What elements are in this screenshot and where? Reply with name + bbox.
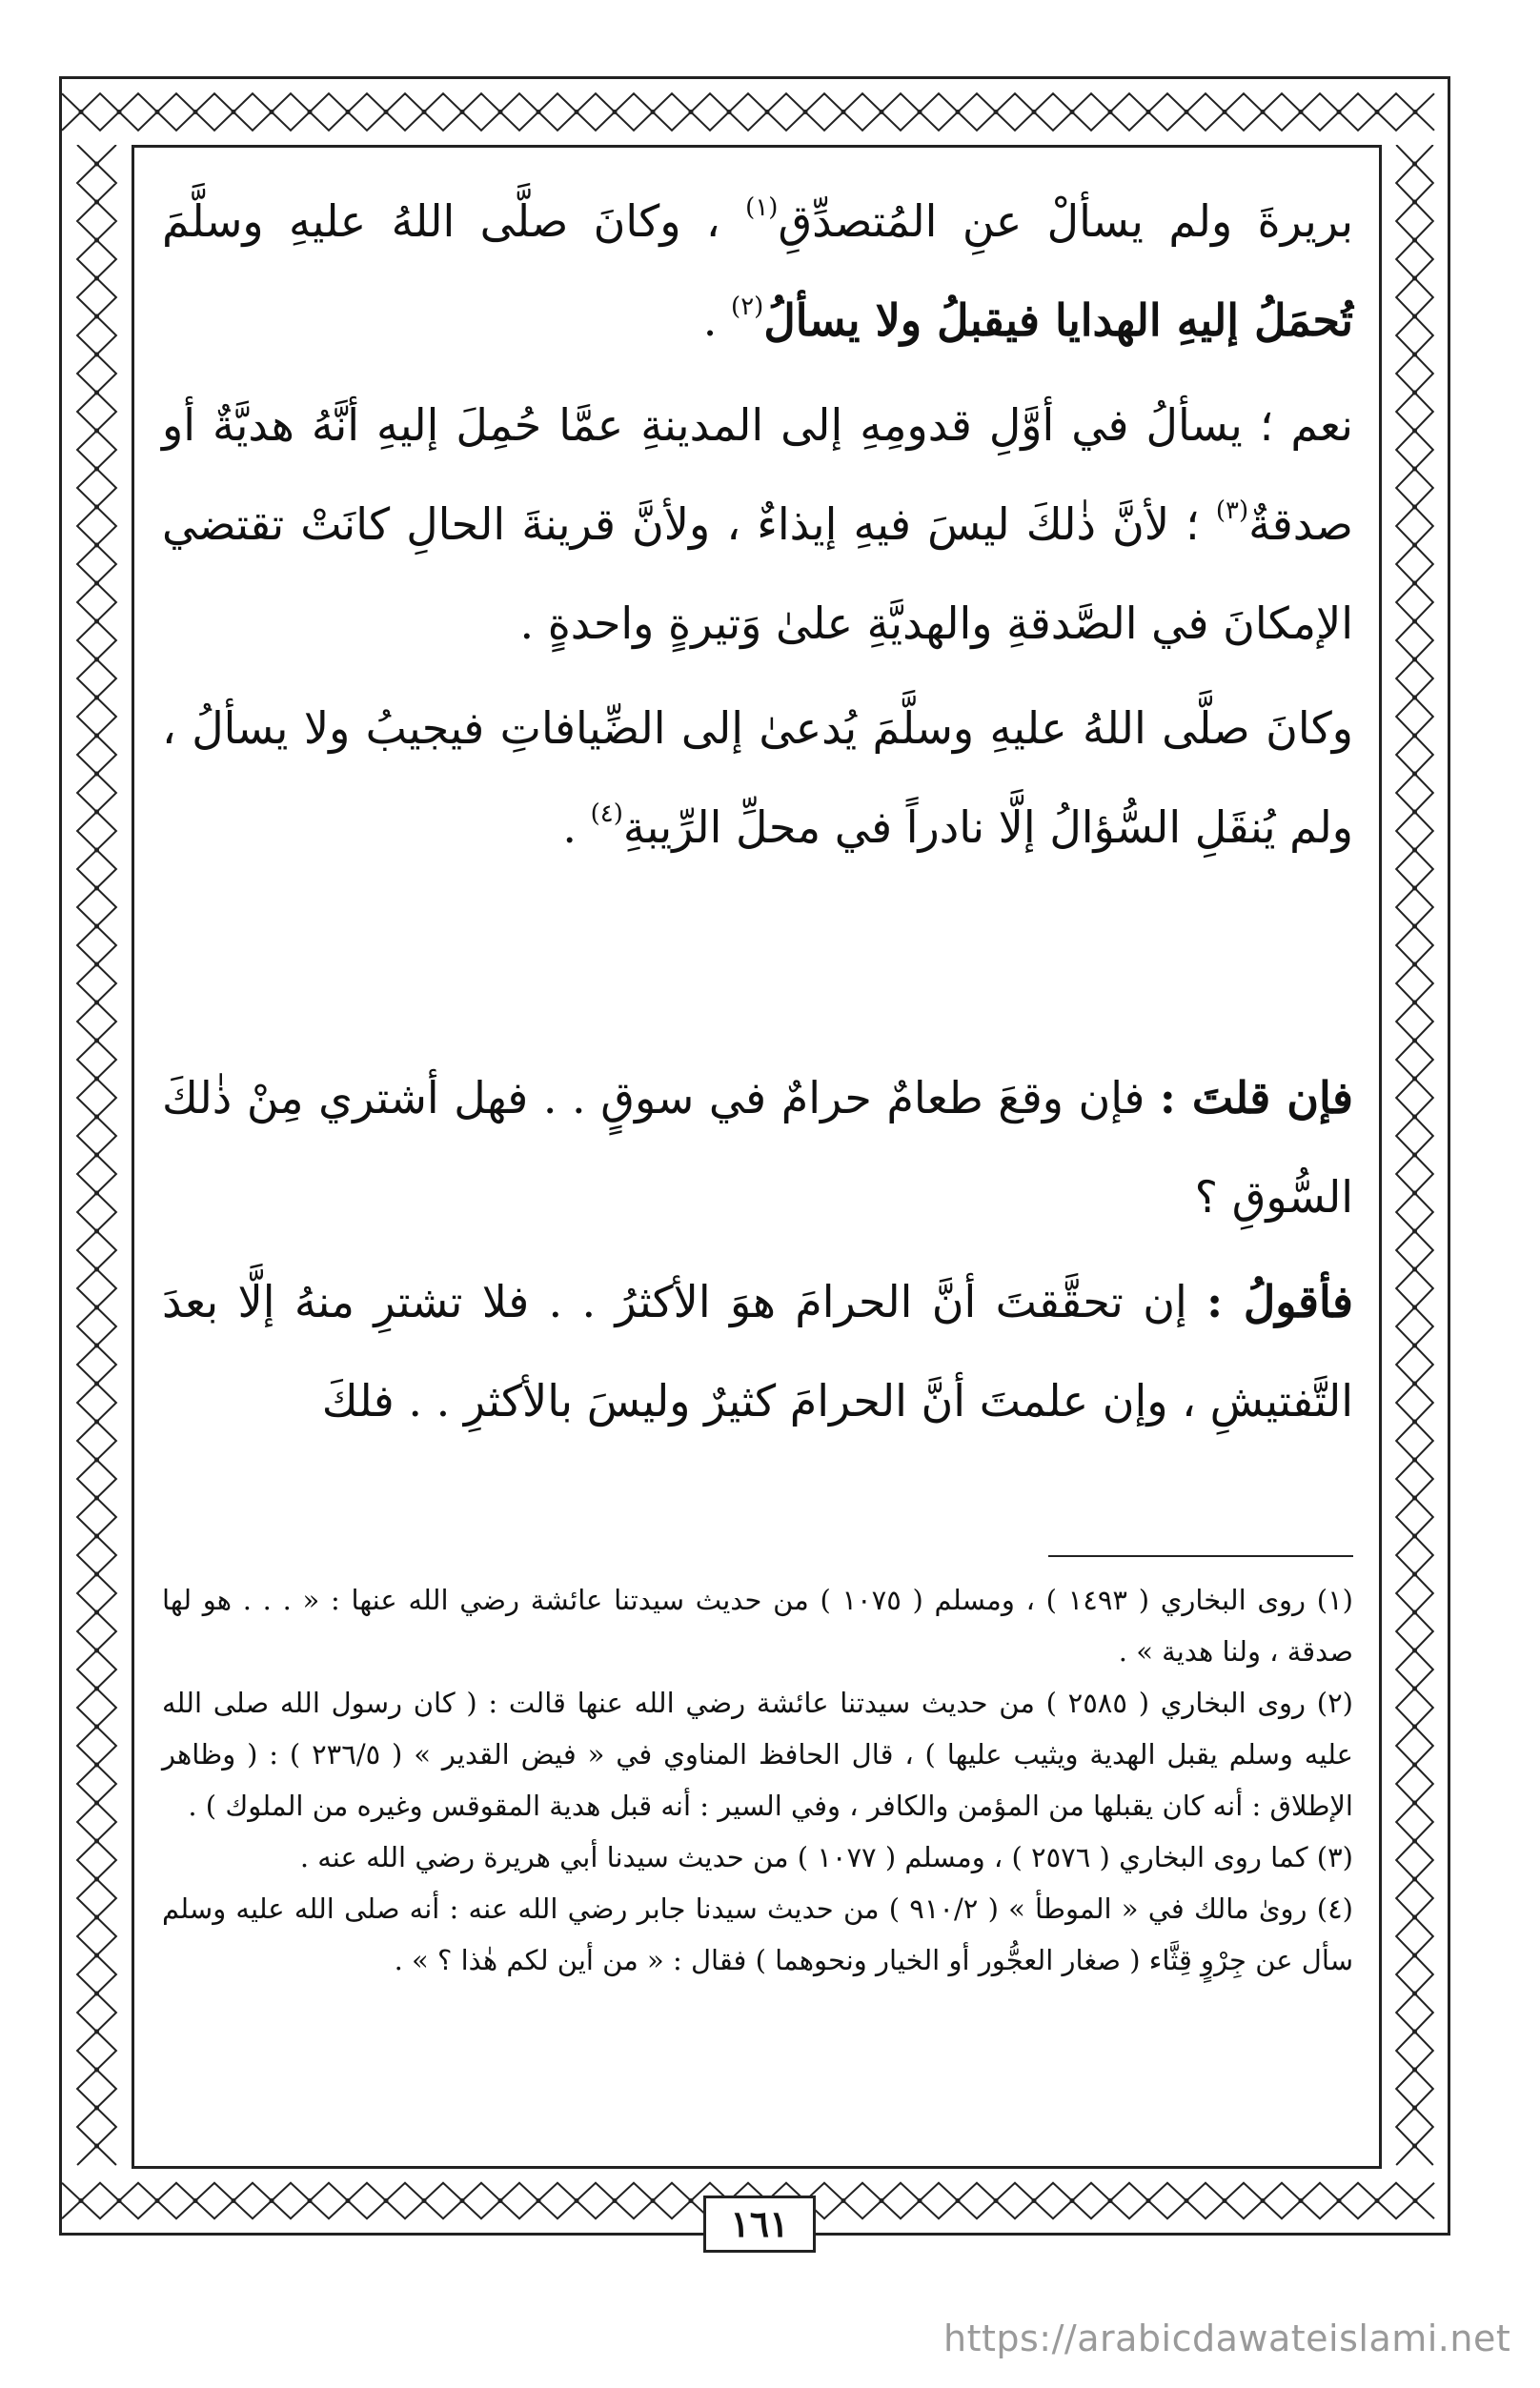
p2-text-a: نعم ؛ يسألُ في أوَّلِ قدومِهِ إلى المدينةِ عمَّا حُمِلَ إليهِ أنَّهُ هديَّةٌ أو صدقةٌ bbox=[162, 399, 1353, 550]
footnote-separator bbox=[1048, 1555, 1353, 1557]
footnote-ref-2: (٢) bbox=[731, 293, 764, 321]
paragraph-1 bbox=[162, 172, 1353, 370]
page-number: ١٦١ bbox=[703, 2196, 816, 2253]
p1-line1-a: بريرةَ ولم يسألْ عنِ المُتصدِّقِ bbox=[778, 195, 1354, 247]
main-text bbox=[162, 172, 1353, 1450]
paragraph-answer bbox=[162, 1252, 1353, 1450]
question-text: فإن وقعَ طعامٌ حرامٌ في سوقٍ . . فهل أشتري مِنْ ذٰلكَ السُّوقِ ؟ bbox=[162, 1072, 1353, 1223]
footnote-3: (٣) كما روى البخاري ( ٢٥٧٦ ) ، ومسلم ( ١٠٧٧ ) من حديث سيدنا أبي هريرة رضي الله عنه . bbox=[299, 1841, 1353, 1873]
p1-line1-b: ، وكانَ صلَّى اللهُ عليهِ وسلَّمَ bbox=[162, 195, 720, 247]
footnote-ref-1: (١) bbox=[745, 193, 779, 222]
answer-lead: فأقولُ : bbox=[1206, 1276, 1353, 1327]
p3-text-b: . bbox=[562, 801, 577, 853]
question-lead: فإن قلتَ : bbox=[1159, 1072, 1353, 1123]
footnote-2: (٢) روى البخاري ( ٢٥٨٥ ) من حديث سيدتنا عائشة رضي الله عنها قالت : ( كان رسول الله صلى الله عليه وسلم يقبل الهدية ويثيب عليها ) ، قال الحافظ المناوي في « فيض القدير » ( ٢٣٦/٥ ) : ( وظاهر الإطلاق : أنه كان يقبلها من المؤمن والكافر ، وفي السير : أنه قبل هدية المقوقس وغيره من الملوك ) . bbox=[162, 1687, 1353, 1822]
right-ornament-band bbox=[1382, 145, 1448, 2169]
paragraph-3 bbox=[162, 678, 1353, 877]
p2-text-b: ؛ لأنَّ ذٰلكَ ليسَ فيهِ إيذاءٌ ، ولأنَّ قرينةَ الحالِ كانَتْ تقتضي الإمكانَ في الصَّدقةِ والهديَّةِ علىٰ وَتيرةٍ واحدةٍ . bbox=[162, 498, 1353, 649]
p3-text-a: وكانَ صلَّى اللهُ عليهِ وسلَّمَ يُدعىٰ إلى الضِّيافاتِ فيجيبُ ولا يسألُ ، ولم يُنقَلِ السُّؤالُ إلَّا نادراً في محلِّ الرِّيبةِ bbox=[162, 702, 1353, 853]
watermark-url: https://arabicdawateislami.net bbox=[943, 2317, 1511, 2359]
p1-line2-b: . bbox=[702, 294, 718, 346]
p1-line2-a: تُحمَلُ إليهِ الهدايا فيقبلُ ولا يسألُ bbox=[763, 294, 1353, 346]
left-ornament-band bbox=[62, 145, 132, 2169]
footnote-ref-4: (٤) bbox=[590, 799, 623, 828]
paragraph-question bbox=[162, 1048, 1353, 1246]
footnote-1: (١) روى البخاري ( ١٤٩٣ ) ، ومسلم ( ١٠٧٥ ) من حديث سيدتنا عائشة رضي الله عنها : « . . . هو لها صدقة ، ولنا هدية » . bbox=[162, 1584, 1353, 1668]
footnotes bbox=[162, 1574, 1353, 1986]
paragraph-2 bbox=[162, 375, 1353, 673]
top-ornament-band bbox=[62, 79, 1448, 145]
footnote-4: (٤) روىٰ مالك في « الموطأ » ( ٩١٠/٢ ) من حديث سيدنا جابر رضي الله عنه : أنه صلى الله عليه وسلم سأل عن جِرْوٍ قِثَّاء ( صغار العجُّور أو الخيار ونحوهما ) فقال : « من أين لكم هٰذا ؟ » . bbox=[162, 1892, 1353, 1976]
answer-text: إن تحقَّقتَ أنَّ الحرامَ هوَ الأكثرُ . . فلا تشترِ منهُ إلَّا بعدَ التَّفتيشِ ، وإن علمتَ أنَّ الحرامَ كثيرٌ وليسَ بالأكثرِ . . فلكَ bbox=[162, 1276, 1353, 1427]
footnote-ref-3: (٣) bbox=[1215, 496, 1249, 525]
